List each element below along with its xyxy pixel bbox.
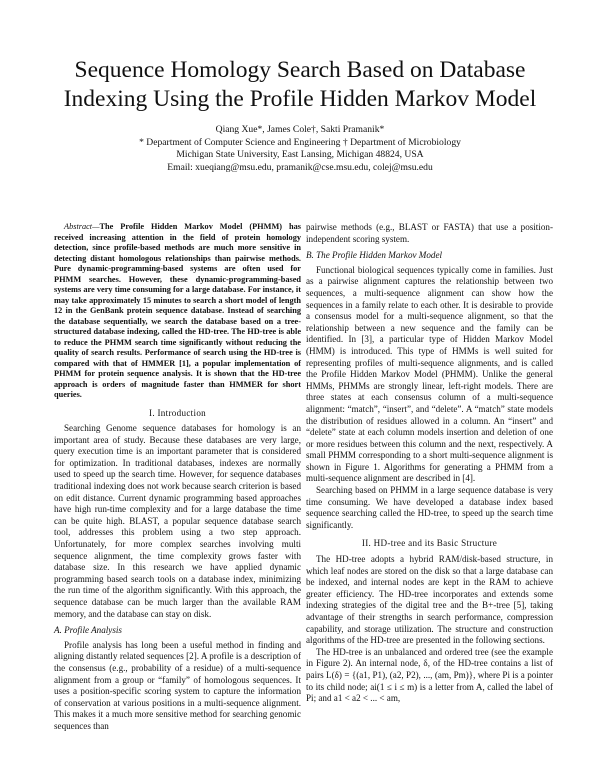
author-email: Email: xueqiang@msu.edu, pramanik@cse.msu.edu, colej@msu.edu xyxy=(167,161,433,173)
section-heading-hd-tree: II. HD-tree and its Basic Structure xyxy=(361,538,498,549)
hd-tree-paragraph-2: The HD-tree is an unbalanced and ordered tree (see the example in Figure 2). An internal node, δ, of the HD-tree contains a list of pairs L(δ) = {(a1, P1), (a2, P2), ..., (am, Pm)}, where Pi is a pointer to its child node; ai(1 ≤ i ≤ m) is a letter from A, called the label of Pi; and a1 < a2 < ... < am, xyxy=(306,646,553,704)
author-address: Michigan State University, East Lansing, Michigan 48824, USA xyxy=(176,149,424,161)
right-column xyxy=(306,222,553,705)
abstract-label: Abstract— xyxy=(64,222,100,231)
phmm-paragraph-2: Searching based on PHMM in a large sequence database is very time consuming. We have developed a database index based sequence searching called the HD-tree, to speed up the search time significantly. xyxy=(306,485,553,530)
profile-analysis-paragraph: Profile analysis has long been a useful method in finding and aligning distantly related sequences [2]. A profile is a description of the consensus (e.g., probability of a residue) of a multi-sequence alignment from a group or “family” of homologous sequences. It uses a position-specific scoring system to capture the information of conservation at various positions in a multi-sequence alignment. This makes it a much more sensitive method for searching genomic sequences than xyxy=(54,639,301,731)
title-line-2: Indexing Using the Profile Hidden Markov Model xyxy=(63,86,537,112)
section-heading-introduction: I. Introduction xyxy=(148,407,207,418)
abstract xyxy=(54,222,301,401)
subsection-heading-phmm: B. The Profile Hidden Markov Model xyxy=(306,250,443,261)
title-line-1: Sequence Homology Search Based on Database xyxy=(74,57,526,83)
author-affiliation: * Department of Computer Science and Engineering † Department of Microbiology xyxy=(139,136,461,148)
profile-analysis-continued: pairwise methods (e.g., BLAST or FASTA) that use a position-independent scoring system. xyxy=(306,222,553,244)
subsection-heading-profile-analysis: A. Profile Analysis xyxy=(54,625,122,636)
intro-paragraph: Searching Genome sequence databases for homology is an important area of study. Because these databases are very large, query execution time is an important parameter that is considered for optimization. In traditional databases, indexes are normally used to speed up the search time. However, for sequence databases traditional indexing does not work because search criterion is based on edit distance. Current dynamic programming based approaches have high run-time complexity and for a large database the time can be quite high. BLAST, a popular sequence database search tool, addresses this problem using a two step approach. Unfortunately, for more complex searches involving multi sequence alignment, the time complexity grows faster with database size. In this research we have applied dynamic programming based search tools on a database index, minimizing the run time of the algorithm significantly. With this approach, the sequence database can be much larger than the available RAM memory, and the database can stay on disk. xyxy=(54,423,301,619)
author-block xyxy=(0,124,600,174)
phmm-paragraph-1: Functional biological sequences typically come in families. Just as a pairwise alignment captures the relationship between two sequences, a multi-sequence alignment can show how the sequences in a family relate to each other. It is desirable to provide a consensus model for a multi-sequence alignment, so that the relationship between a new sequence and the family can be identified. In [3], a particular type of Hidden Markov Model (HMM) is introduced. This type of HMMs is well suited for representing profiles of multi-sequence alignments, and is called the Profile Hidden Markov Model (PHMM). Unlike the general HMMs, PHMMs are strongly linear, left-right models. There are three states at each consensus column of a multi-sequence alignment: “match”, “insert”, and “delete”. A “match” state models the distribution of residues allowed in a column. An “insert” and “delete” state at each column models insertion and deletion of one or more residues between this column and the next, respectively. A small PHMM corresponding to a short multi-sequence alignment is shown in Figure 1. Algorithms for generating a PHMM from a multi-sequence alignment are described in [4]. xyxy=(306,264,553,484)
paper-title xyxy=(0,56,600,114)
hd-tree-paragraph-1: The HD-tree adopts a hybrid RAM/disk-based structure, in which leaf nodes are stored on the disk so that a large database can be indexed, and internal nodes are kept in the RAM to achieve greater efficiency. The HD-tree incorporates and extends some indexing strategies of the digital tree and the B+-tree [5], taking advantage of their strengths in search performance, compression capability, and storage utilization. The structure and construction algorithms of the HD-tree are presented in the following sections. xyxy=(306,554,553,646)
left-column xyxy=(54,222,301,733)
abstract-text: The Profile Hidden Markov Model (PHMM) has received increasing attention in the field of protein homology detection, since profile-based methods are much more sensitive in detecting distant homologous relationships than pairwise methods. Pure dynamic-programming-based systems are often used for PHMM searches. However, these dynamic-programming-based systems are very time consuming for a large database. For instance, it may take approximately 15 minutes to search a short model of length 12 in the GenBank protein sequence database. Instead of searching the database sequentially, we search the database based on a tree-structured database indexing, called the HD-tree. The HD-tree is able to reduce the PHMM search time significantly without reducing the quality of search results. Performance of search using the HD-tree is compared with that of HMMER [1], a popular implementation of PHMM for protein sequence analysis. It is shown that the HD-tree approach is orders of magnitude faster than HMMER for short queries. xyxy=(54,222,301,399)
author-names: Qiang Xue*, James Cole†, Sakti Pramanik* xyxy=(215,124,385,135)
